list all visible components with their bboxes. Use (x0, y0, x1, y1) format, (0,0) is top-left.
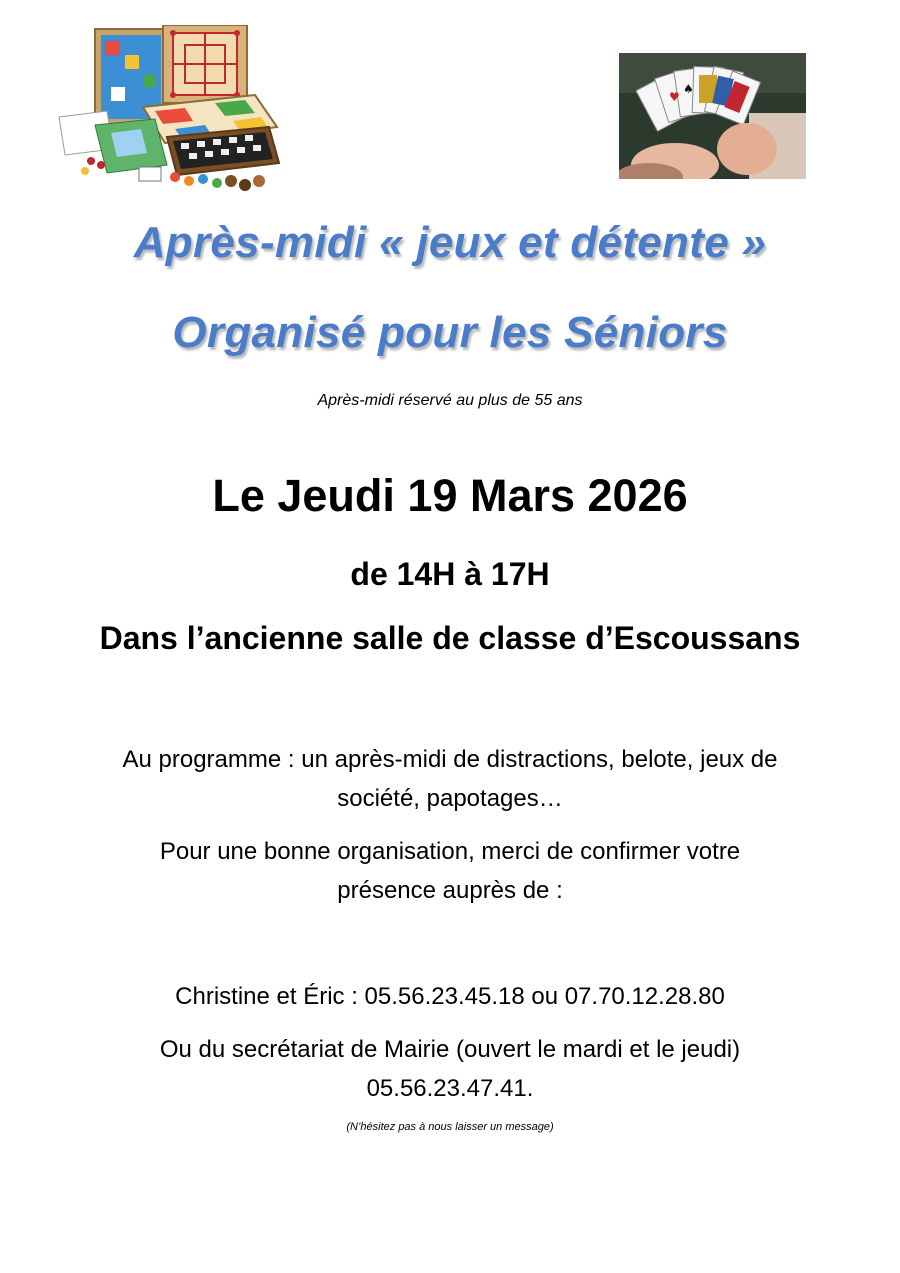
program-paragraph (40, 740, 860, 818)
program-line-2: société, papotages… (337, 785, 563, 812)
mairie-line: Ou du secrétariat de Mairie (ouvert le mardi et le jeudi) (159, 1036, 741, 1063)
message-note: (N’hésitez pas à nous laisser un message) (346, 1121, 554, 1133)
svg-text:♠: ♠ (683, 82, 694, 96)
mairie-paragraph (40, 1030, 860, 1108)
event-time: de 14H à 17H (350, 556, 550, 592)
mairie-phone: 05.56.23.47.41. (366, 1075, 534, 1102)
title-line-1: Après-midi « jeux et détente » (133, 218, 767, 267)
contact-phone-line: Christine et Éric : 05.56.23.45.18 ou 07.70.12.28.80 (175, 983, 725, 1010)
svg-text:♥: ♥ (669, 90, 680, 104)
confirm-line-2: présence auprès de : (337, 877, 563, 904)
event-place: Dans l’ancienne salle de classe d’Escoussans (99, 620, 801, 656)
confirm-paragraph (40, 832, 860, 910)
age-restriction-subtitle: Après-midi réservé au plus de 55 ans (317, 392, 583, 409)
playing-cards-picture (619, 53, 806, 179)
title-line-2: Organisé pour les Séniors (172, 308, 728, 357)
confirm-line-1: Pour une bonne organisation, merci de confirmer votre (159, 838, 741, 865)
event-date: Le Jeudi 19 Mars 2026 (212, 470, 688, 521)
program-line-1: Au programme : un après-midi de distractions, belote, jeux de (122, 746, 778, 773)
board-games-picture (55, 25, 283, 193)
